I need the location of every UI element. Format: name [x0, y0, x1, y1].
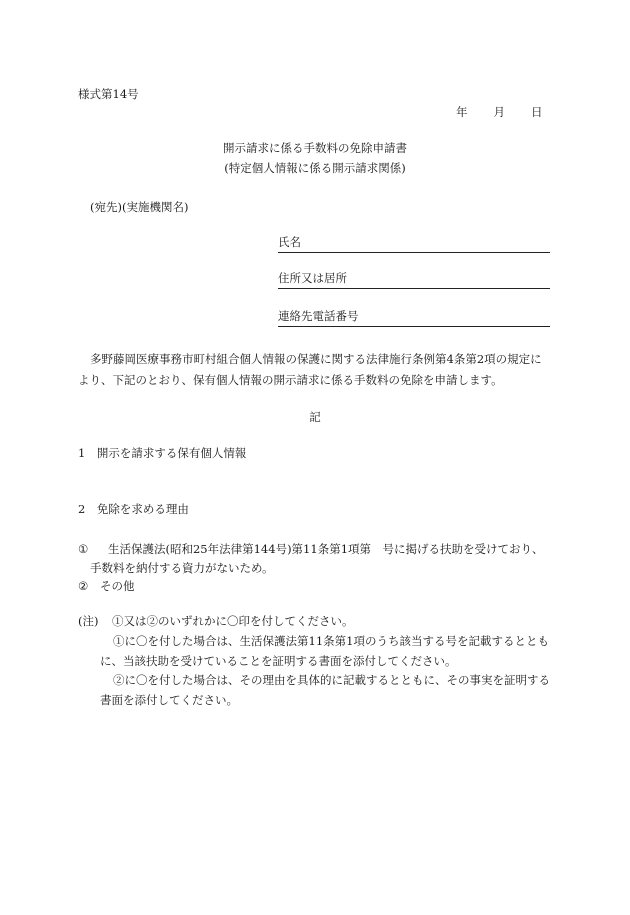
reason-other[interactable]	[78, 578, 135, 595]
reason-welfare[interactable]	[78, 540, 552, 578]
note-paragraph-2: ②に〇を付した場合は、その理由を具体的に記載するとともに、その事実を証明する書面を添付してください。	[100, 673, 550, 707]
day-label: 日	[531, 105, 543, 119]
application-statement: 多野藤岡医療事務市町村組合個人情報の保護に関する法律施行条例第4条第2項の規定により、下記のとおり、保有個人情報の開示請求に係る手数料の免除を申請します。	[78, 352, 542, 387]
ki-heading: 記	[309, 410, 321, 424]
note-paragraph-1: ①に〇を付した場合は、生活保護法第11条第1項のうち該当する号を記載するとともに、当該扶助を受けていることを証明する書面を添付してください。	[100, 634, 549, 668]
year-label: 年	[456, 105, 468, 119]
document-subtitle: (特定個人情報に係る開示請求関係)	[224, 161, 406, 175]
address-label: 住所又は居所	[278, 271, 347, 285]
section-exemption-reason: 2 免除を求める理由	[78, 502, 189, 516]
section-requested-info: 1 開示を請求する保有個人情報	[78, 446, 247, 460]
reason2-mark: ②	[78, 579, 89, 593]
reason1-mark: ①	[78, 542, 89, 556]
phone-field[interactable]	[278, 308, 550, 327]
addressee: (宛先)(実施機関名)	[90, 200, 189, 214]
name-label: 氏名	[278, 235, 301, 249]
note-label: (注)	[78, 614, 99, 628]
address-field[interactable]	[278, 270, 550, 289]
note-heading	[78, 613, 354, 630]
date-line	[456, 104, 543, 121]
reason2-text: その他	[100, 579, 135, 593]
form-number: 様式第14号	[78, 87, 139, 101]
phone-label: 連絡先電話番号	[278, 309, 359, 323]
reason1-text: 生活保護法(昭和25年法律第144号)第11条第1項第 号に掲げる扶助を受けており、手数料を納付する資力がないため。	[90, 542, 544, 575]
name-field[interactable]	[278, 234, 550, 253]
note-line1: ①又は②のいずれかに〇印を付してください。	[112, 614, 354, 628]
document-title: 開示請求に係る手数料の免除申請書	[223, 141, 407, 155]
month-label: 月	[493, 105, 505, 119]
